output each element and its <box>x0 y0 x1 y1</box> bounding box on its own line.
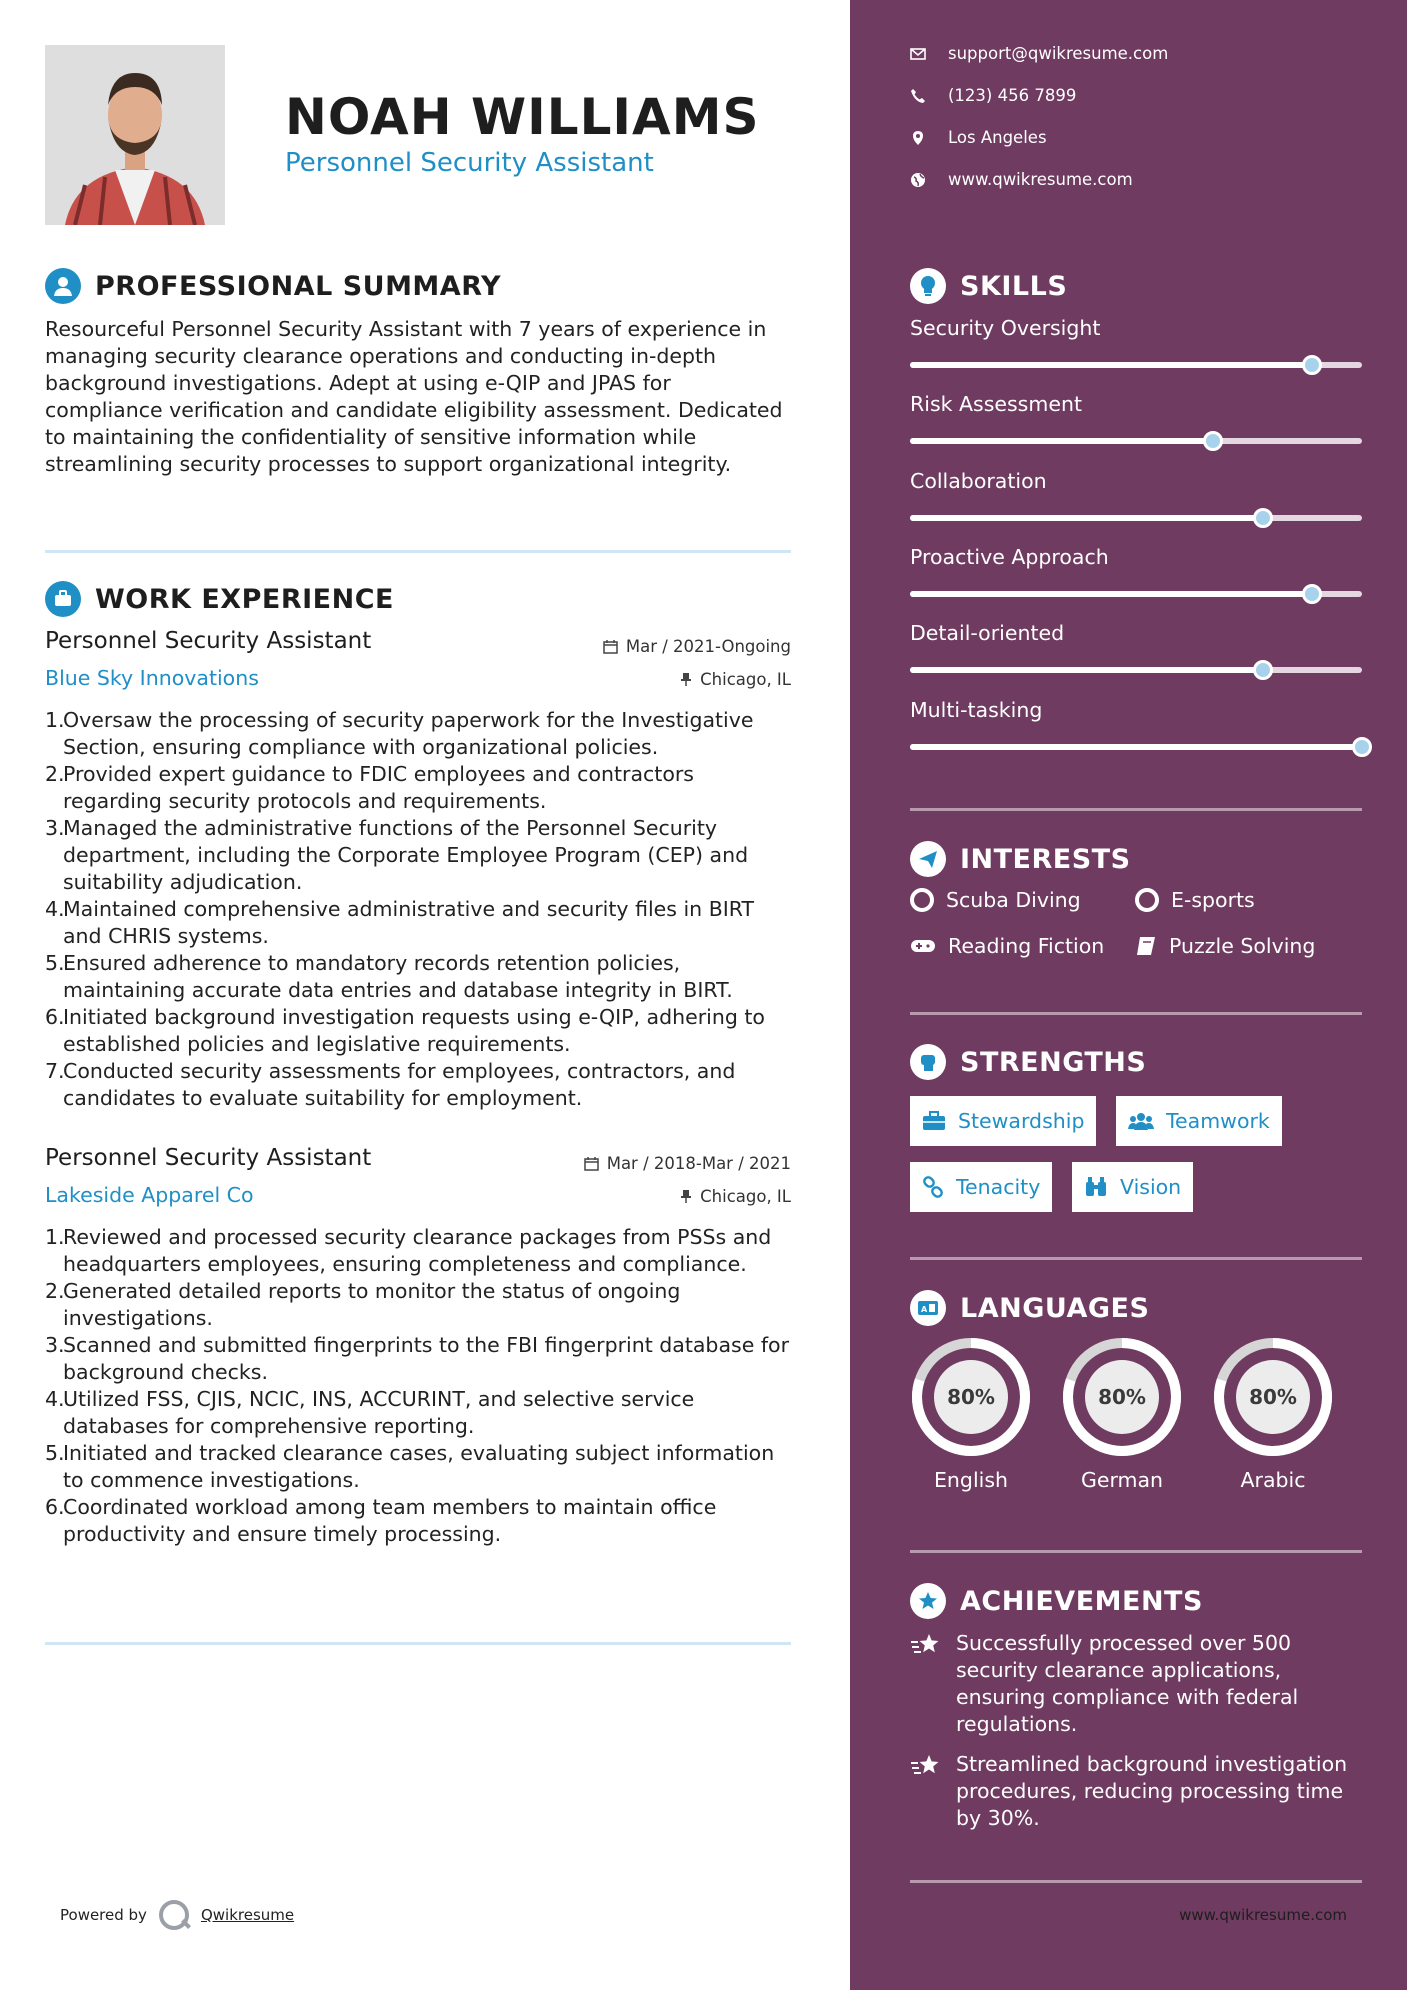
skill-label: Risk Assessment <box>910 392 1082 416</box>
list-item: 1. Reviewed and processed security clearance packages from PSSs and headquarters employees, ensuring completeness and compliance. <box>45 1225 772 1276</box>
contact-website <box>910 170 1133 189</box>
svg-text:A: A <box>921 1305 928 1314</box>
achievements-heading <box>910 1583 1203 1619</box>
skills-heading <box>910 268 1067 304</box>
skill-bar <box>910 515 1362 521</box>
skill-bar-fill <box>910 515 1263 521</box>
job-location <box>680 1187 791 1206</box>
lightbulb-icon <box>910 268 946 304</box>
interest-item: Puzzle Solving <box>1135 934 1315 958</box>
user-icon <box>45 268 81 304</box>
achievement-item: Successfully processed over 500 security clearance applications, ensuring compliance with federal regulations. <box>910 1630 1370 1738</box>
section-divider <box>910 808 1362 811</box>
qwikresume-link[interactable]: Qwikresume <box>200 1906 295 1924</box>
language-percent: 80% <box>947 1385 995 1409</box>
interests-heading <box>910 841 1131 877</box>
map-pin-icon <box>910 130 926 146</box>
skill-bar-knob <box>1203 431 1223 451</box>
skill-bar-fill <box>910 744 1362 750</box>
contact-location <box>910 128 1047 147</box>
languages-heading <box>910 1290 1149 1326</box>
contact-location-text: Los Angeles <box>948 128 1047 147</box>
job-location <box>680 670 791 689</box>
translate-icon <box>910 1290 946 1326</box>
strengths-heading <box>910 1044 1146 1080</box>
job-bullets <box>45 707 791 1112</box>
powered-by <box>60 1900 294 1930</box>
contact-phone-text: (123) 456 7899 <box>948 86 1077 105</box>
strength-chip: Stewardship <box>910 1096 1096 1146</box>
book-icon <box>1135 935 1157 957</box>
skill-label: Multi-tasking <box>910 698 1043 722</box>
life-ring-icon <box>1135 888 1159 912</box>
list-item: 3. Scanned and submitted fingerprints to the FBI fingerprint database for background checks. <box>45 1333 790 1384</box>
language-name: German <box>1080 1468 1164 1492</box>
job-date-text: Mar / 2021-Ongoing <box>625 637 791 656</box>
users-icon <box>1128 1111 1154 1131</box>
job-date <box>603 637 791 656</box>
section-divider <box>910 1012 1362 1015</box>
skill-bar-fill <box>910 667 1263 673</box>
powered-by-text: Powered by <box>60 1906 147 1924</box>
list-item: 2. Generated detailed reports to monitor the status of ongoing investigations. <box>45 1279 681 1330</box>
skill-label: Detail-oriented <box>910 621 1065 645</box>
qwikresume-logo-icon <box>159 1900 189 1930</box>
skill-bar-knob <box>1352 737 1372 757</box>
section-divider <box>910 1257 1362 1260</box>
link-icon <box>922 1176 944 1198</box>
list-item: 7. Conducted security assessments for employees, contractors, and candidates to evaluate suitability for employment. <box>45 1059 736 1110</box>
skill-bar-knob <box>1302 584 1322 604</box>
interest-item: E-sports <box>1135 888 1255 912</box>
globe-icon <box>910 172 926 188</box>
language-name: English <box>933 1468 1009 1492</box>
briefcase-icon <box>922 1111 946 1131</box>
job-date <box>584 1154 791 1173</box>
job-date-text: Mar / 2018-Mar / 2021 <box>606 1154 791 1173</box>
language-ring <box>910 1336 1032 1458</box>
job-location-text: Chicago, IL <box>700 1187 791 1206</box>
job-company: Blue Sky Innovations <box>45 666 259 690</box>
list-item: 3. Managed the administrative functions of the Personnel Security department, including the Corporate Employee Program (CEP) and suitability adjudication. <box>45 816 749 894</box>
strength-chip: Vision <box>1072 1162 1193 1212</box>
skill-bar-knob <box>1253 508 1273 528</box>
contact-phone <box>910 86 1076 105</box>
strength-chip: Teamwork <box>1116 1096 1282 1146</box>
skill-label: Security Oversight <box>910 316 1101 340</box>
summary-heading <box>45 268 501 304</box>
interest-item: Reading Fiction <box>910 934 1104 958</box>
skill-label: Collaboration <box>910 469 1047 493</box>
list-item: 6. Initiated background investigation requests using e-QIP, adhering to established policies and legislative requirements. <box>45 1005 765 1056</box>
experience-heading <box>45 581 394 617</box>
skill-bar-knob <box>1253 660 1273 680</box>
briefcase-icon <box>45 581 81 617</box>
calendar-icon <box>584 1156 599 1171</box>
life-ring-icon <box>910 888 934 912</box>
profile-photo-illustration <box>45 45 225 225</box>
summary-title: PROFESSIONAL SUMMARY <box>95 270 502 302</box>
job-title: Personnel Security Assistant <box>45 628 372 654</box>
interests-title: INTERESTS <box>960 843 1131 875</box>
skill-bar <box>910 591 1362 597</box>
language-ring <box>1212 1336 1334 1458</box>
section-divider <box>910 1880 1362 1883</box>
section-divider <box>45 1642 791 1645</box>
contact-email-text[interactable]: support@qwikresume.com <box>948 44 1169 63</box>
languages-title: LANGUAGES <box>960 1292 1150 1324</box>
language-item <box>910 1336 1032 1492</box>
language-percent: 80% <box>1249 1385 1297 1409</box>
fist-icon <box>910 1044 946 1080</box>
paper-plane-icon <box>910 841 946 877</box>
section-divider <box>910 1550 1362 1553</box>
skills-title: SKILLS <box>960 270 1068 302</box>
candidate-role: Personnel Security Assistant <box>285 148 654 178</box>
skill-bar <box>910 744 1362 750</box>
language-percent: 80% <box>1098 1385 1146 1409</box>
achievements-title: ACHIEVEMENTS <box>960 1585 1203 1617</box>
gamepad-icon <box>910 937 936 955</box>
skill-label: Proactive Approach <box>910 545 1109 569</box>
job-title: Personnel Security Assistant <box>45 1145 372 1171</box>
list-item: 4. Maintained comprehensive administrative and security files in BIRT and CHRIS systems. <box>45 897 755 948</box>
star-badge-icon <box>910 1583 946 1619</box>
experience-title: WORK EXPERIENCE <box>95 583 394 615</box>
candidate-name: NOAH WILLIAMS <box>285 88 760 146</box>
list-item: 2. Provided expert guidance to FDIC employees and contractors regarding security protocols and requirements. <box>45 762 694 813</box>
skill-bar-fill <box>910 438 1213 444</box>
list-item: 4. Utilized FSS, CJIS, NCIC, INS, ACCURINT, and selective service databases for comprehensive reporting. <box>45 1387 695 1438</box>
skill-bar-knob <box>1302 355 1322 375</box>
strength-chip: Tenacity <box>910 1162 1052 1212</box>
footer-site[interactable]: www.qwikresume.com <box>1179 1906 1347 1924</box>
calendar-icon <box>603 639 618 654</box>
language-name: Arabic <box>1240 1468 1306 1492</box>
pin-icon <box>680 1189 692 1204</box>
job-company: Lakeside Apparel Co <box>45 1183 254 1207</box>
list-item: 5. Ensured adherence to mandatory records retention policies, maintaining accurate data entries and database integrity in BIRT. <box>45 951 733 1002</box>
skill-bar <box>910 667 1362 673</box>
skill-bar-fill <box>910 591 1312 597</box>
list-item: 6. Coordinated workload among team members to maintain office productivity and ensure timely processing. <box>45 1495 717 1546</box>
interest-item: Scuba Diving <box>910 888 1081 912</box>
shooting-star-icon <box>910 1632 942 1658</box>
job-bullets <box>45 1224 791 1548</box>
contact-email <box>910 44 1168 63</box>
language-ring <box>1061 1336 1183 1458</box>
list-item: 5. Initiated and tracked clearance cases, evaluating subject information to commence investigations. <box>45 1441 775 1492</box>
skill-bar <box>910 362 1362 368</box>
skill-bar-fill <box>910 362 1312 368</box>
binoculars-icon <box>1084 1176 1108 1198</box>
list-item: 1. Oversaw the processing of security paperwork for the Investigative Section, ensuring compliance with organizational policies. <box>45 708 754 759</box>
contact-website-text[interactable]: www.qwikresume.com <box>948 170 1133 189</box>
language-item <box>1061 1336 1183 1492</box>
shooting-star-icon <box>910 1753 942 1779</box>
achievement-item: Streamlined background investigation procedures, reducing processing time by 30%. <box>910 1751 1370 1832</box>
phone-icon <box>910 88 926 104</box>
language-item <box>1212 1336 1334 1492</box>
summary-text: Resourceful Personnel Security Assistant with 7 years of experience in managing security clearance operations and conducting in-depth background investigations. Adept at using e-QIP and JPAS for compliance verification and candidate eligibility assessment. Dedicated to maintaining the confidentiality of sensitive information while streamlining security processes to support organizational integrity. <box>45 317 783 476</box>
section-divider <box>45 550 791 553</box>
sidebar <box>850 0 1407 1990</box>
job-location-text: Chicago, IL <box>700 670 791 689</box>
profile-photo <box>45 45 225 225</box>
strengths-title: STRENGTHS <box>960 1046 1147 1078</box>
skill-bar <box>910 438 1362 444</box>
pin-icon <box>680 672 692 687</box>
envelope-icon <box>910 48 926 60</box>
